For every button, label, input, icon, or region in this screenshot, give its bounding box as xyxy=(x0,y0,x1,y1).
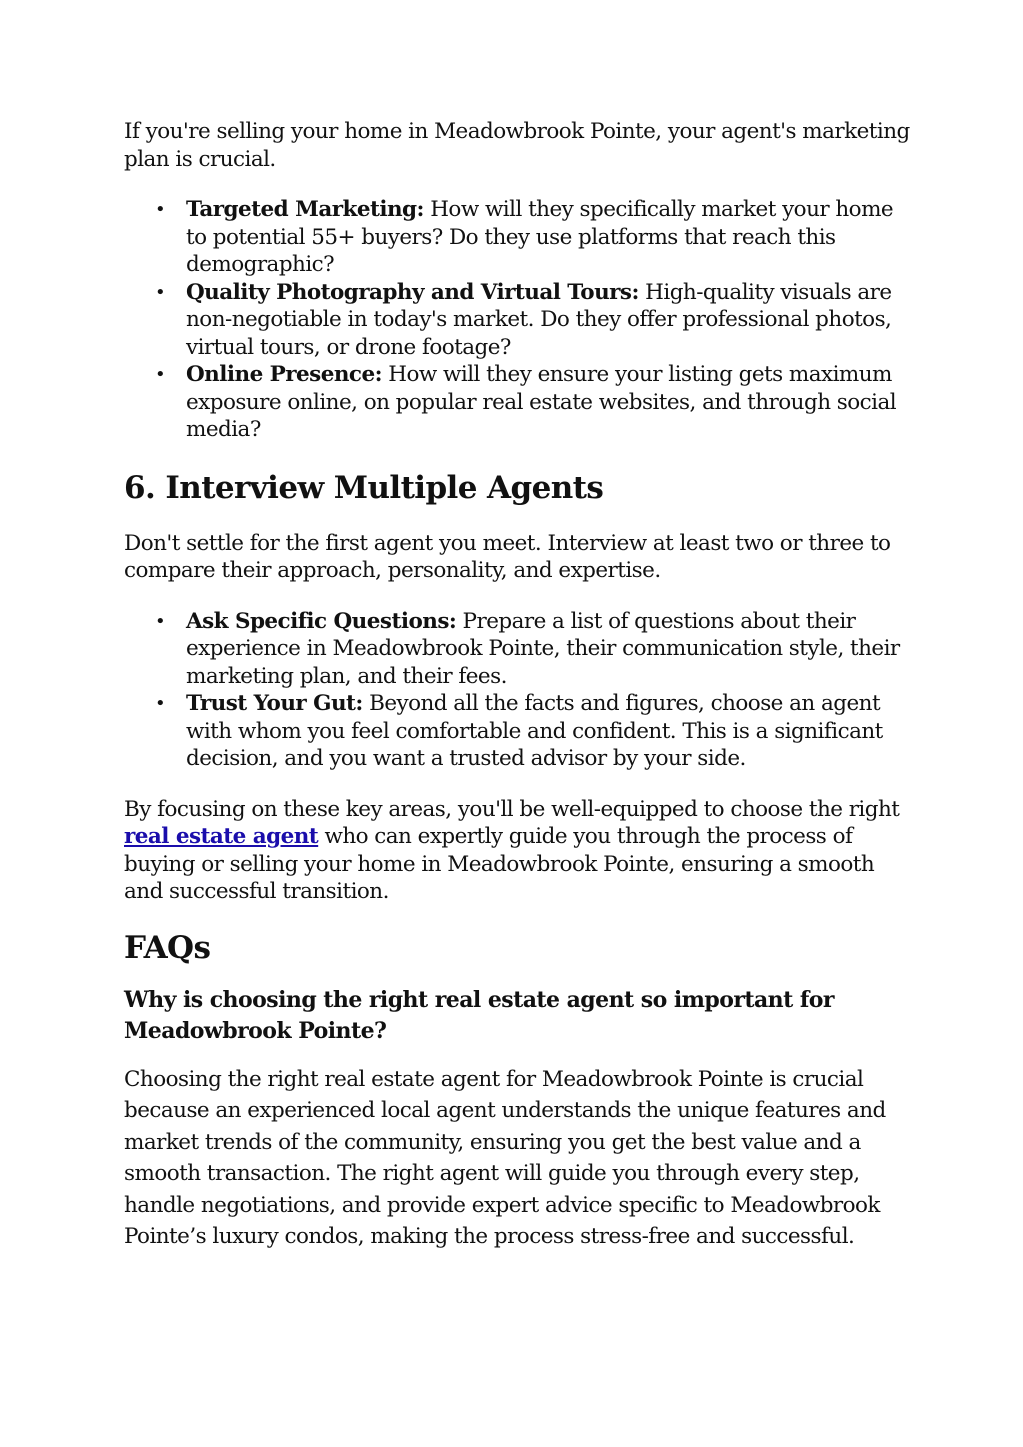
section-heading: 6. Interview Multiple Agents xyxy=(124,469,604,506)
list-item xyxy=(155,196,914,279)
bullet-icon: • xyxy=(155,199,166,220)
bullet-icon: • xyxy=(155,610,166,632)
bullet-icon: • xyxy=(155,693,166,714)
list-item-title: Ask Specific Questions: xyxy=(186,608,457,634)
list-item xyxy=(155,279,914,362)
list-item xyxy=(155,608,914,691)
real-estate-agent-link[interactable]: real estate agent xyxy=(124,824,319,849)
list-item-text: High-quality visuals are non-negotiable in today's market. Do they offer professional photos, virtual tours, or drone footage? xyxy=(186,279,892,360)
section-paragraph: Don't settle for the first agent you meet. Interview at least two or three to compare their approach, personality, and expertise. xyxy=(124,530,891,583)
conclusion-text-after: who can expertly guide you through the process of buying or selling your home in Meadowbrook Pointe, ensuring a smooth and successful transition. xyxy=(124,824,875,904)
conclusion-paragraph xyxy=(124,796,914,906)
list-item-title: Trust Your Gut: xyxy=(186,691,363,716)
faq-question: Why is choosing the right real estate agent so important for Meadowbrook Pointe? xyxy=(124,986,834,1044)
faq-answer: Choosing the right real estate agent for Meadowbrook Pointe is crucial because an experienced local agent understands the unique features and market trends of the community, ensuring you get the best value and a smooth transaction. The right agent will guide you through every step, handle negotiations, and provide expert advice specific to Meadowbrook Pointe’s luxury condos, making the process stress-free and successful. xyxy=(124,1066,886,1249)
marketing-list xyxy=(124,196,914,444)
document-page xyxy=(124,118,914,1253)
list-item-text: Beyond all the facts and figures, choose an agent with whom you feel comfortable and confident. This is a significant decision, and you want a trusted advisor by your side. xyxy=(186,691,883,771)
list-item-title: Online Presence: xyxy=(186,362,382,387)
faqs-heading: FAQs xyxy=(124,929,211,966)
list-item-title: Targeted Marketing: xyxy=(186,197,424,222)
list-item xyxy=(155,361,914,444)
list-item-text: How will they specifically market your home to potential 55+ buyers? Do they use platforms that reach this demographic? xyxy=(186,197,894,277)
interview-list xyxy=(124,608,914,773)
list-item-text: Prepare a list of questions about their experience in Meadowbrook Pointe, their communication style, their marketing plan, and their fees. xyxy=(186,608,900,689)
bullet-icon: • xyxy=(155,281,166,303)
intro-paragraph: If you're selling your home in Meadowbrook Pointe, your agent's marketing plan is crucial. xyxy=(124,119,910,172)
conclusion-text-before: By focusing on these key areas, you'll be well-equipped to choose the right xyxy=(124,796,900,822)
bullet-icon: • xyxy=(155,364,166,385)
list-item-title: Quality Photography and Virtual Tours: xyxy=(186,279,639,305)
list-item-text: How will they ensure your listing gets maximum exposure online, on popular real estate websites, and through social media? xyxy=(186,362,897,442)
list-item xyxy=(155,690,914,773)
